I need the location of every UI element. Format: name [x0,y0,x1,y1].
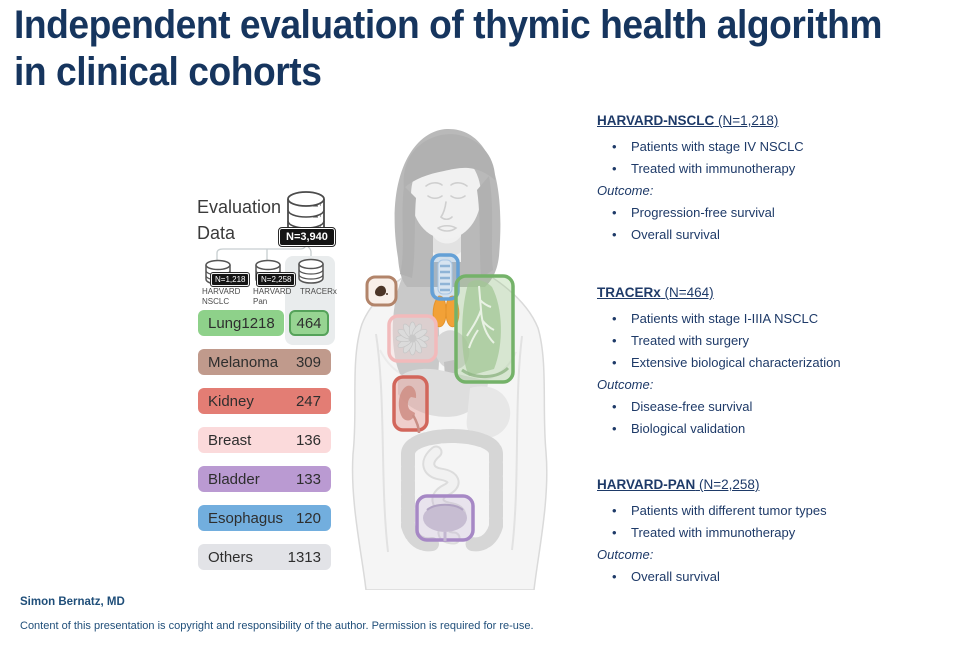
cohort-bullet: • Extensive biological characterization [597,355,977,371]
bladder-highlight-box [417,496,473,541]
cohort-n: (N=2,258) [699,477,760,492]
database-icon-tracerx [296,258,326,284]
cohort-bullet: • Patients with stage I-IIIA NSCLC [597,311,977,327]
table-row-melanoma [198,349,331,375]
harvard-pan-n-badge: N=2,258 [257,273,295,286]
title-line-2: in clinical cohorts [14,50,322,94]
table-row-bladder [198,466,331,492]
row-label: Others [208,548,254,566]
db1-label-line1: HARVARD [202,287,241,296]
cohort-bullet: • Treated with immunotherapy [597,525,977,541]
cohort-header [597,284,977,301]
copyright-notice: Content of this presentation is copyright and responsibility of the author. Permission is required for re-use. [20,620,534,632]
row-value: 1313 [287,548,321,566]
db2-label-line2: Pan [253,297,268,306]
row-value: 247 [295,392,321,410]
db1-label-line2: NSCLC [202,297,230,306]
total-n-badge: N=3,940 [279,228,335,246]
table-row-kidney [198,388,331,414]
breast-highlight-box [389,316,436,361]
row-label: Melanoma [208,353,279,371]
row-value: 309 [295,353,321,371]
evaluation-label-line1: Evaluation [197,197,282,217]
cohort-n: (N=1,218) [718,113,779,128]
table-row-lung [198,310,284,336]
lung-highlight-box [456,276,513,382]
outcome-label: Outcome: [597,183,654,198]
db3-label-line1: TRACERx [300,287,337,296]
harvard-nsclc-n-badge: N=1,218 [211,273,249,286]
cohort-harvard-pan [597,476,977,591]
row-label: Bladder [208,470,260,488]
table-row-others [198,544,331,570]
cohort-name: HARVARD-NSCLC [597,113,715,128]
esophagus-highlight-box [432,255,458,299]
cohort-bullet: • Treated with immunotherapy [597,161,977,177]
cohort-bullet: • Treated with surgery [597,333,977,349]
row-value: 464 [296,314,322,332]
outcome-bullet: • Biological validation [597,421,977,437]
table-row-esophagus [198,505,331,531]
page-title [14,2,882,96]
cohort-n: (N=464) [664,285,714,300]
row-label: Lung [208,314,242,332]
row-value: 1218 [241,314,275,332]
cohort-harvard-nsclc [597,112,977,249]
title-line-1: Independent evaluation of thymic health algorithm [14,3,883,47]
harvard-pan-label [253,287,291,307]
cohort-name: HARVARD-PAN [597,477,696,492]
table-row-breast [198,427,331,453]
author-name: Simon Bernatz, MD [20,596,125,608]
table-cell-lung-tracerx [289,310,329,336]
row-value: 136 [295,431,321,449]
harvard-nsclc-label [202,287,240,307]
outcome-label: Outcome: [597,377,654,392]
cohort-bullet: • Patients with stage IV NSCLC [597,139,977,155]
row-value: 120 [295,509,321,527]
cohort-name: TRACERx [597,285,661,300]
melanoma-highlight-box [367,277,396,305]
outcome-bullet: • Overall survival [597,227,977,243]
cohort-bullet: • Patients with different tumor types [597,503,977,519]
outcome-bullet: • Disease-free survival [597,399,977,415]
row-label: Breast [208,431,252,449]
cohort-tracerx [597,284,977,443]
kidney-highlight-box [394,377,427,433]
anatomy-figure [340,110,600,590]
tracerx-label [300,287,337,297]
row-value: 133 [295,470,321,488]
cohort-header [597,476,977,493]
outcome-label: Outcome: [597,547,654,562]
db2-label-line1: HARVARD [253,287,292,296]
evaluation-label-line2: Data [197,223,236,243]
row-label: Kidney [208,392,254,410]
cohort-header [597,112,977,129]
outcome-bullet: • Overall survival [597,569,977,585]
row-label: Esophagus [208,509,284,527]
outcome-bullet: • Progression-free survival [597,205,977,221]
